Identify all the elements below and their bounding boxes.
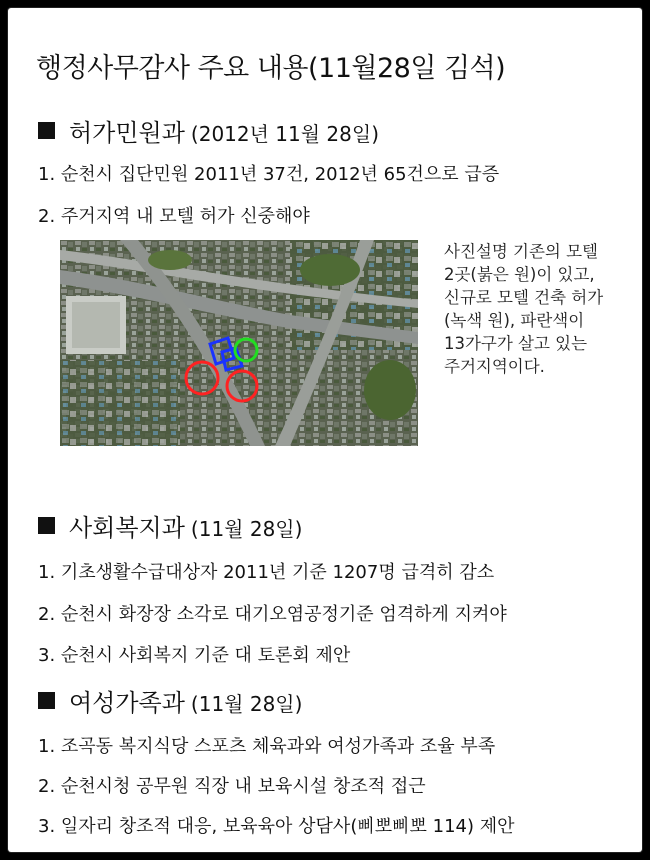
section-name: 사회복지과	[69, 514, 185, 542]
document-page	[8, 8, 642, 852]
list-item: 1. 기초생활수급대상자 2011년 기준 1207명 급격히 감소	[38, 562, 495, 583]
square-bullet-icon	[38, 692, 55, 709]
square-bullet-icon	[38, 122, 55, 139]
section-heading-social-welfare	[38, 508, 302, 543]
list-item: 2. 순천시청 공무원 직장 내 보육시설 창조적 접근	[38, 776, 426, 797]
section-date: (11월 28일)	[190, 517, 303, 541]
list-item: 3. 순천시 사회복지 기준 대 토론회 제안	[38, 645, 351, 666]
list-item: 3. 일자리 창조적 대응, 보육육아 상담사(삐뽀삐뽀 114) 제안	[38, 816, 515, 837]
section-date: (2012년 11월 28일)	[190, 122, 379, 146]
section-name: 여성가족과	[69, 689, 185, 717]
aerial-map-photo	[60, 240, 418, 446]
photo-caption: 사진설명 기존의 모텔 2곳(붉은 원)이 있고, 신규로 모텔 건축 허가(녹색 원), 파란색이 13가구가 살고 있는 주거지역이다.	[444, 242, 604, 376]
list-item: 2. 주거지역 내 모텔 허가 신중해야	[38, 206, 310, 227]
aerial-photo-image	[60, 240, 418, 446]
page-title: 행정사무감사 주요 내용(11월28일 김석)	[36, 53, 506, 84]
section-heading-women-family	[38, 683, 302, 718]
section-name: 허가민원과	[69, 119, 185, 147]
list-item: 2. 순천시 화장장 소각로 대기오염공정기준 엄격하게 지켜야	[38, 604, 507, 625]
list-item: 1. 조곡동 복지식당 스포츠 체육과와 여성가족과 조율 부족	[38, 736, 496, 757]
section-heading-permits	[38, 113, 379, 148]
square-bullet-icon	[38, 517, 55, 534]
list-item: 1. 순천시 집단민원 2011년 37건, 2012년 65건으로 급증	[38, 164, 500, 185]
section-date: (11월 28일)	[190, 692, 303, 716]
